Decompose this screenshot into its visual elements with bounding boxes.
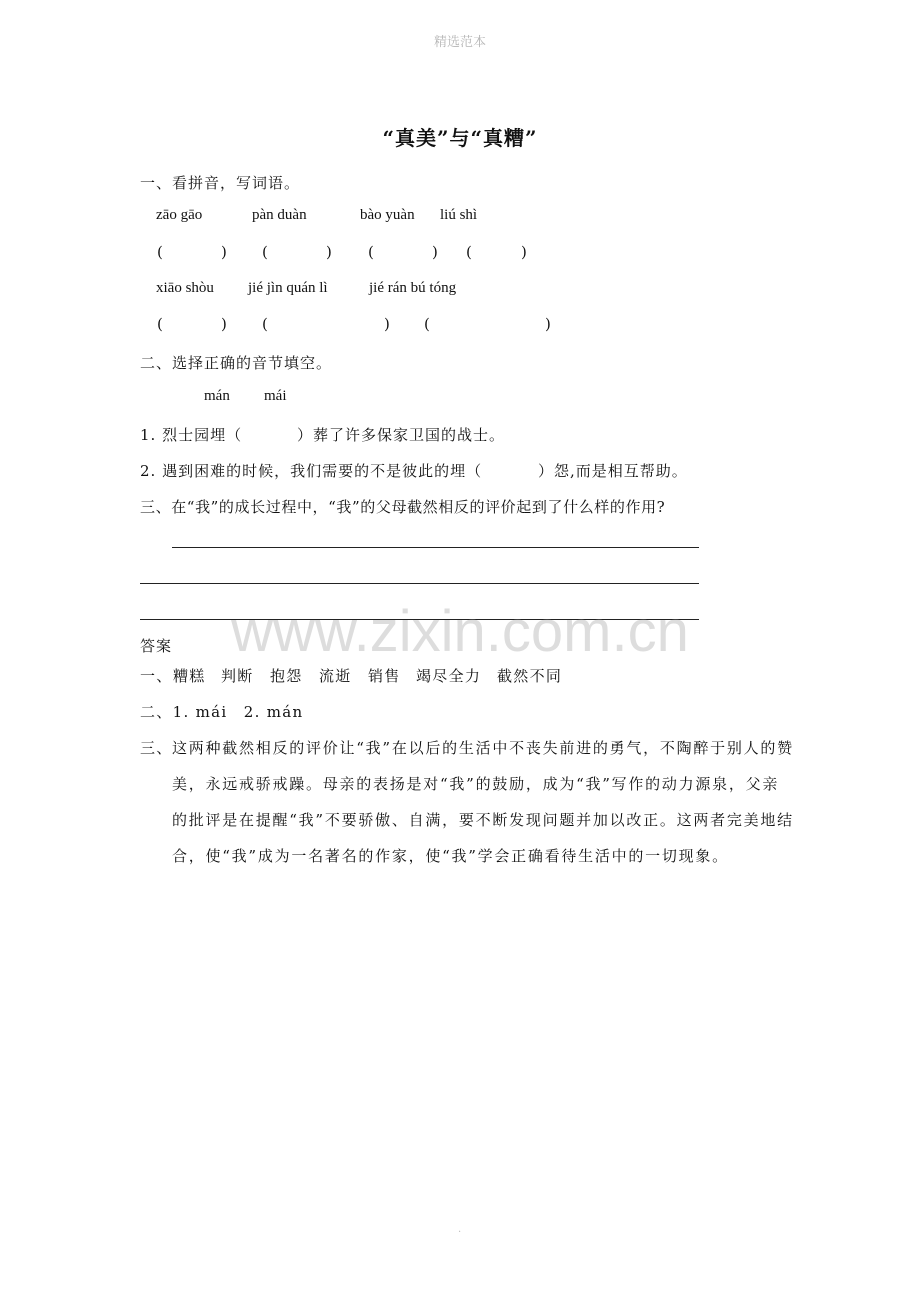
answer-word: 抱怨 — [270, 667, 303, 685]
answer-blank-open: ( — [424, 315, 430, 333]
answers-label: 答案 — [140, 637, 173, 655]
answer-word: 截然不同 — [497, 667, 563, 685]
pinyin-item: jié jìn quán lì — [248, 280, 328, 296]
section3-heading: 三、在“我”的成长过程中，“我”的父母截然相反的评价起到了什么样的作用? — [140, 498, 666, 516]
answer-blank-open: ( — [262, 243, 268, 261]
pinyin-item: jié rán bú tóng — [369, 280, 457, 296]
answer-blank-open: ( — [262, 315, 268, 333]
answer-line — [172, 547, 699, 548]
page-title: “真美”与“真糟” — [382, 126, 538, 150]
answer-word: 判断 — [221, 667, 254, 685]
fill-item-2-end: ）怨,而是相互帮助。 — [538, 462, 688, 480]
answer-blank-close: ) — [221, 315, 227, 333]
answer-3-line: 美，永远戒骄戒躁。母亲的表扬是对“我”的鼓励，成为“我”写作的动力源泉，父亲 — [172, 775, 780, 793]
fill-item-2-start: 2. 遇到困难的时候，我们需要的不是彼此的埋（ — [140, 462, 483, 480]
fill-item-1-start: 1. 烈士园埋（ — [140, 426, 243, 444]
answer-blank-close: ) — [221, 243, 227, 261]
answer-word: 竭尽全力 — [416, 667, 482, 685]
pinyin-item: xiāo shòu — [156, 280, 214, 296]
answer-blank-open: ( — [466, 243, 472, 261]
fill-item-1-end: ）葬了许多保家卫国的战士。 — [297, 426, 506, 444]
answer-line — [140, 583, 699, 584]
answer-3-line: 合，使“我”成为一名著名的作家，使“我”学会正确看待生活中的一切现象。 — [172, 847, 729, 865]
answer-blank-close: ) — [545, 315, 551, 333]
page-header: 精选范本 — [433, 35, 486, 50]
watermark: www.zixin.com.cn — [231, 599, 689, 664]
answer-1-prefix: 一、 — [140, 667, 173, 685]
syllable-option: mái — [264, 388, 287, 404]
answer-word: 销售 — [368, 667, 401, 685]
section2-heading: 二、选择正确的音节填空。 — [140, 354, 333, 372]
answer-word: 糟糕 — [173, 667, 206, 685]
answer-word: 流逝 — [319, 667, 352, 685]
answer-blank-open: ( — [368, 243, 374, 261]
answer-blank-close: ) — [326, 243, 332, 261]
answer-3-line: 这两种截然相反的评价让“我”在以后的生活中不丧失前进的勇气，不陶醉于别人的赞 — [172, 739, 794, 757]
pinyin-item: bào yuàn — [360, 207, 415, 223]
answer-blank-open: ( — [157, 315, 163, 333]
answer-blank-open: ( — [157, 243, 163, 261]
pinyin-item: pàn duàn — [252, 207, 307, 223]
pinyin-item: liú shì — [440, 207, 478, 223]
syllable-option: mán — [204, 388, 230, 404]
answer-blank-close: ) — [384, 315, 390, 333]
answer-3-prefix: 三、 — [140, 739, 173, 757]
section1-heading: 一、看拼音，写词语。 — [140, 174, 301, 192]
answer-blank-close: ) — [432, 243, 438, 261]
answer-3-line: 的批评是在提醒“我”不要骄傲、自满，要不断发现问题并加以改正。这两者完美地结 — [172, 811, 794, 829]
pinyin-item: zāo gāo — [156, 207, 203, 223]
page-footer: . — [458, 1224, 462, 1235]
answer-2: 二、1. mái 2. mán — [140, 703, 304, 721]
answer-blank-close: ) — [521, 243, 527, 261]
